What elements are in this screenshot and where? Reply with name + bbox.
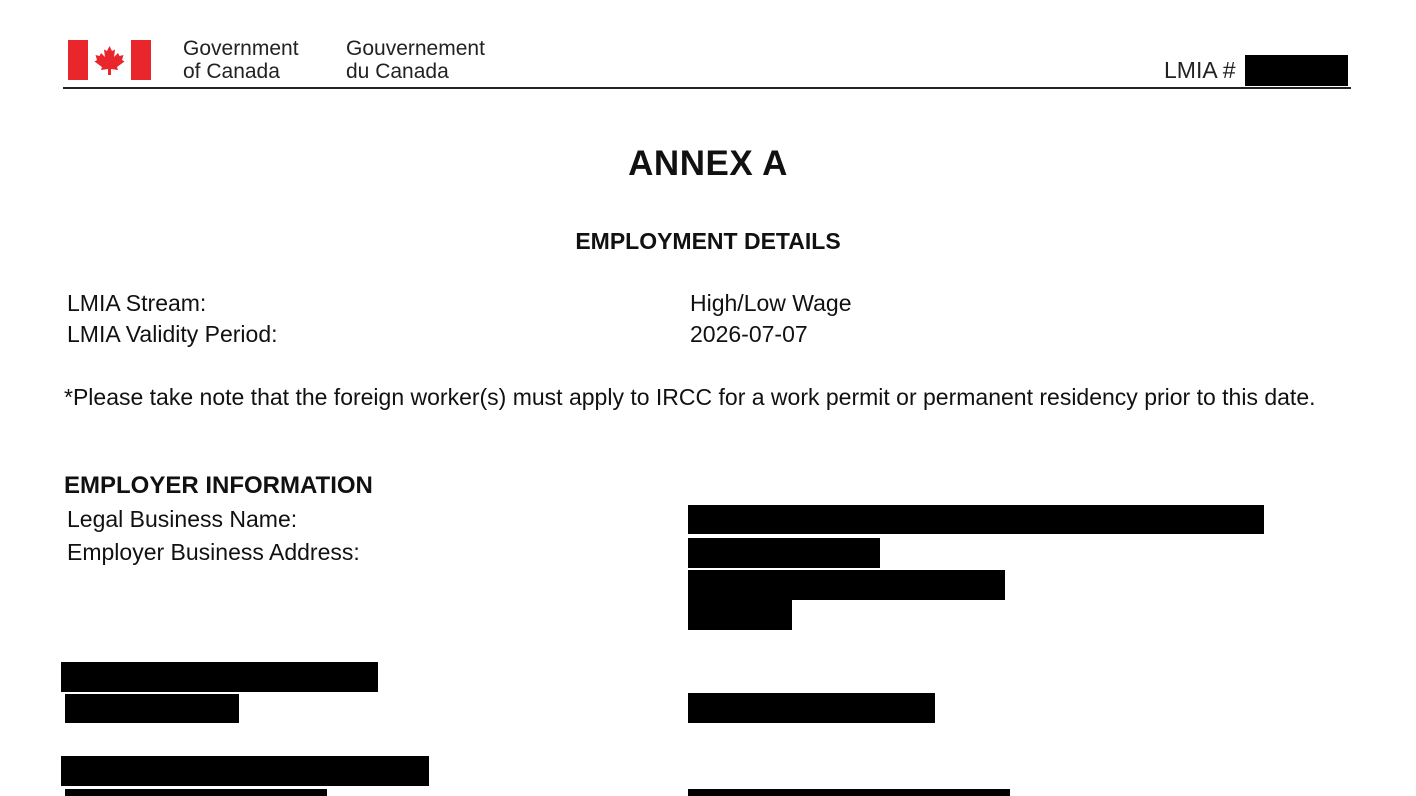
government-of-canada-wordmark: Government of Canada bbox=[183, 37, 299, 83]
lmia-stream-value: High/Low Wage bbox=[690, 290, 852, 316]
employment-details-heading: EMPLOYMENT DETAILS bbox=[575, 228, 841, 254]
lmia-validity-label: LMIA Validity Period: bbox=[67, 321, 278, 347]
legal-business-name-label: Legal Business Name: bbox=[67, 506, 298, 532]
redacted-address-line bbox=[688, 570, 1005, 600]
redacted-legal-business-name bbox=[688, 505, 1264, 534]
redacted-label bbox=[61, 756, 429, 786]
redacted-value bbox=[688, 693, 935, 723]
redacted-label bbox=[65, 789, 327, 796]
redacted-address-line bbox=[688, 600, 792, 630]
header-divider bbox=[63, 87, 1351, 89]
lmia-stream-label: LMIA Stream: bbox=[67, 290, 207, 316]
work-permit-note: *Please take note that the foreign worker(s) must apply to IRCC for a work permit or permanent residency prior to this date. bbox=[64, 384, 1316, 410]
canada-flag-icon bbox=[68, 40, 151, 80]
gouvernement-du-canada-wordmark: Gouvernement du Canada bbox=[346, 37, 485, 83]
redacted-lmia-number bbox=[1245, 55, 1348, 86]
lmia-validity-value: 2026-07-07 bbox=[690, 321, 808, 347]
employer-business-address-label: Employer Business Address: bbox=[67, 539, 360, 565]
redacted-value bbox=[688, 789, 1010, 796]
lmia-number-label: LMIA # bbox=[1164, 57, 1236, 83]
redacted-address-line bbox=[688, 538, 880, 568]
redacted-label bbox=[61, 662, 378, 692]
employer-information-heading: EMPLOYER INFORMATION bbox=[64, 472, 373, 499]
redacted-label bbox=[65, 694, 239, 723]
page-title: ANNEX A bbox=[628, 144, 788, 183]
